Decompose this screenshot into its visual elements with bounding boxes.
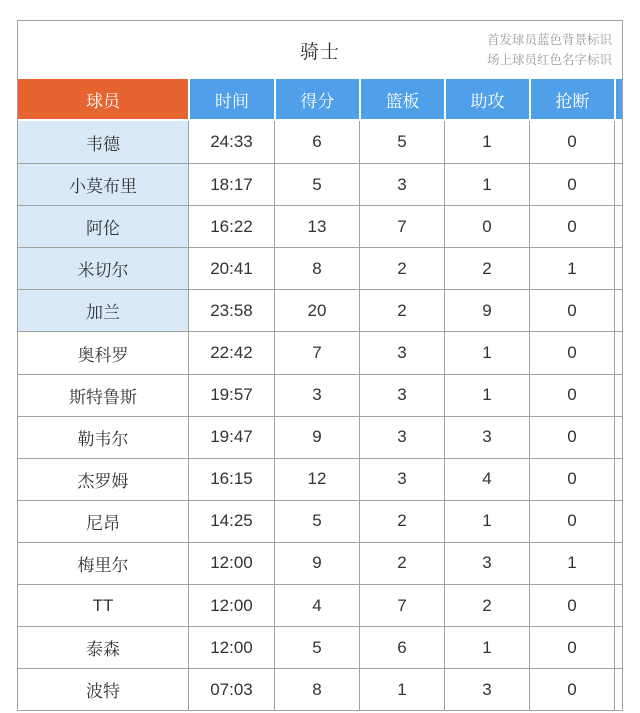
player-name-cell: 米切尔: [18, 247, 188, 289]
rebounds-cell: 1: [359, 668, 444, 710]
time-cell: 23:58: [188, 289, 274, 331]
points-cell: 3: [274, 374, 359, 416]
stats-table: [18, 79, 622, 710]
steals-cell: 1: [529, 247, 614, 289]
table-row: [18, 374, 622, 416]
time-cell: 12:00: [188, 626, 274, 668]
rebounds-cell: 3: [359, 374, 444, 416]
table-row: [18, 163, 622, 205]
clipped-next-column-cell: [614, 500, 622, 542]
steals-cell: 0: [529, 500, 614, 542]
time-cell: 18:17: [188, 163, 274, 205]
points-cell: 5: [274, 163, 359, 205]
time-cell: 22:42: [188, 331, 274, 373]
clipped-next-column-cell: [614, 247, 622, 289]
time-cell: 12:00: [188, 542, 274, 584]
points-cell: 8: [274, 247, 359, 289]
steals-cell: 1: [529, 542, 614, 584]
assists-cell: 9: [444, 289, 529, 331]
time-cell: 16:15: [188, 458, 274, 500]
time-cell: 19:47: [188, 416, 274, 458]
time-cell: 14:25: [188, 500, 274, 542]
clipped-next-column-cell: [614, 542, 622, 584]
player-name-cell: 波特: [18, 668, 188, 710]
steals-cell: 0: [529, 584, 614, 626]
clipped-next-column-cell: [614, 289, 622, 331]
rebounds-cell: 7: [359, 205, 444, 247]
clipped-next-column-cell: [614, 668, 622, 710]
column-header-rebounds: 篮板: [359, 79, 444, 121]
column-header-steals: 抢断: [529, 79, 614, 121]
assists-cell: 3: [444, 542, 529, 584]
column-header-player: 球员: [18, 79, 188, 121]
rebounds-cell: 3: [359, 331, 444, 373]
assists-cell: 2: [444, 247, 529, 289]
clipped-next-column-cell: [614, 121, 622, 163]
player-name-cell: 梅里尔: [18, 542, 188, 584]
points-cell: 4: [274, 584, 359, 626]
table-row: [18, 205, 622, 247]
clipped-next-column-cell: [614, 374, 622, 416]
clipped-next-column: [614, 79, 622, 121]
legend-line-starters: 首发球员蓝色背景标识: [486, 33, 612, 47]
steals-cell: 0: [529, 416, 614, 458]
table-row: [18, 500, 622, 542]
time-cell: 19:57: [188, 374, 274, 416]
assists-cell: 1: [444, 331, 529, 373]
clipped-next-column-cell: [614, 205, 622, 247]
rebounds-cell: 2: [359, 289, 444, 331]
title-row: [18, 21, 622, 79]
player-name-cell: 奥科罗: [18, 331, 188, 373]
column-header-assists: 助攻: [444, 79, 529, 121]
table-row: [18, 542, 622, 584]
steals-cell: 0: [529, 458, 614, 500]
points-cell: 7: [274, 331, 359, 373]
team-title: 骑士: [299, 41, 340, 63]
player-name-cell: 尼昂: [18, 500, 188, 542]
table-row: [18, 584, 622, 626]
table-row: [18, 458, 622, 500]
points-cell: 13: [274, 205, 359, 247]
clipped-next-column-cell: [614, 458, 622, 500]
player-name-cell: 阿伦: [18, 205, 188, 247]
steals-cell: 0: [529, 289, 614, 331]
steals-cell: 0: [529, 626, 614, 668]
column-header-points: 得分: [274, 79, 359, 121]
time-cell: 16:22: [188, 205, 274, 247]
rebounds-cell: 3: [359, 163, 444, 205]
assists-cell: 1: [444, 626, 529, 668]
points-cell: 9: [274, 542, 359, 584]
clipped-next-column-cell: [614, 416, 622, 458]
clipped-next-column-cell: [614, 163, 622, 205]
steals-cell: 0: [529, 163, 614, 205]
rebounds-cell: 2: [359, 542, 444, 584]
clipped-next-column-cell: [614, 626, 622, 668]
player-name-cell: 斯特鲁斯: [18, 374, 188, 416]
player-name-cell: 勒韦尔: [18, 416, 188, 458]
rebounds-cell: 2: [359, 247, 444, 289]
assists-cell: 1: [444, 121, 529, 163]
assists-cell: 4: [444, 458, 529, 500]
assists-cell: 3: [444, 668, 529, 710]
header-row: [18, 79, 622, 121]
clipped-next-column-cell: [614, 331, 622, 373]
time-cell: 20:41: [188, 247, 274, 289]
steals-cell: 0: [529, 374, 614, 416]
assists-cell: 3: [444, 416, 529, 458]
points-cell: 9: [274, 416, 359, 458]
time-cell: 24:33: [188, 121, 274, 163]
steals-cell: 0: [529, 205, 614, 247]
rebounds-cell: 2: [359, 500, 444, 542]
table-row: [18, 416, 622, 458]
box-score-widget: [17, 20, 623, 711]
table-row: [18, 668, 622, 710]
table-row: [18, 626, 622, 668]
rebounds-cell: 7: [359, 584, 444, 626]
points-cell: 5: [274, 500, 359, 542]
steals-cell: 0: [529, 331, 614, 373]
time-cell: 12:00: [188, 584, 274, 626]
rebounds-cell: 6: [359, 626, 444, 668]
rebounds-cell: 5: [359, 121, 444, 163]
player-name-cell: 泰森: [18, 626, 188, 668]
clipped-next-column-cell: [614, 584, 622, 626]
assists-cell: 1: [444, 374, 529, 416]
table-row: [18, 121, 622, 163]
player-name-cell: TT: [18, 584, 188, 626]
player-name-cell: 杰罗姆: [18, 458, 188, 500]
steals-cell: 0: [529, 668, 614, 710]
table-row: [18, 289, 622, 331]
points-cell: 5: [274, 626, 359, 668]
assists-cell: 0: [444, 205, 529, 247]
time-cell: 07:03: [188, 668, 274, 710]
rebounds-cell: 3: [359, 458, 444, 500]
table-row: [18, 247, 622, 289]
assists-cell: 1: [444, 163, 529, 205]
assists-cell: 2: [444, 584, 529, 626]
player-name-cell: 小莫布里: [18, 163, 188, 205]
points-cell: 12: [274, 458, 359, 500]
points-cell: 20: [274, 289, 359, 331]
legend-line-oncourt: 场上球员红色名字标识: [486, 53, 612, 67]
table-row: [18, 331, 622, 373]
player-name-cell: 加兰: [18, 289, 188, 331]
player-name-cell: 韦德: [18, 121, 188, 163]
steals-cell: 0: [529, 121, 614, 163]
assists-cell: 1: [444, 500, 529, 542]
points-cell: 6: [274, 121, 359, 163]
column-header-time: 时间: [188, 79, 274, 121]
legend: [487, 30, 612, 70]
rebounds-cell: 3: [359, 416, 444, 458]
points-cell: 8: [274, 668, 359, 710]
